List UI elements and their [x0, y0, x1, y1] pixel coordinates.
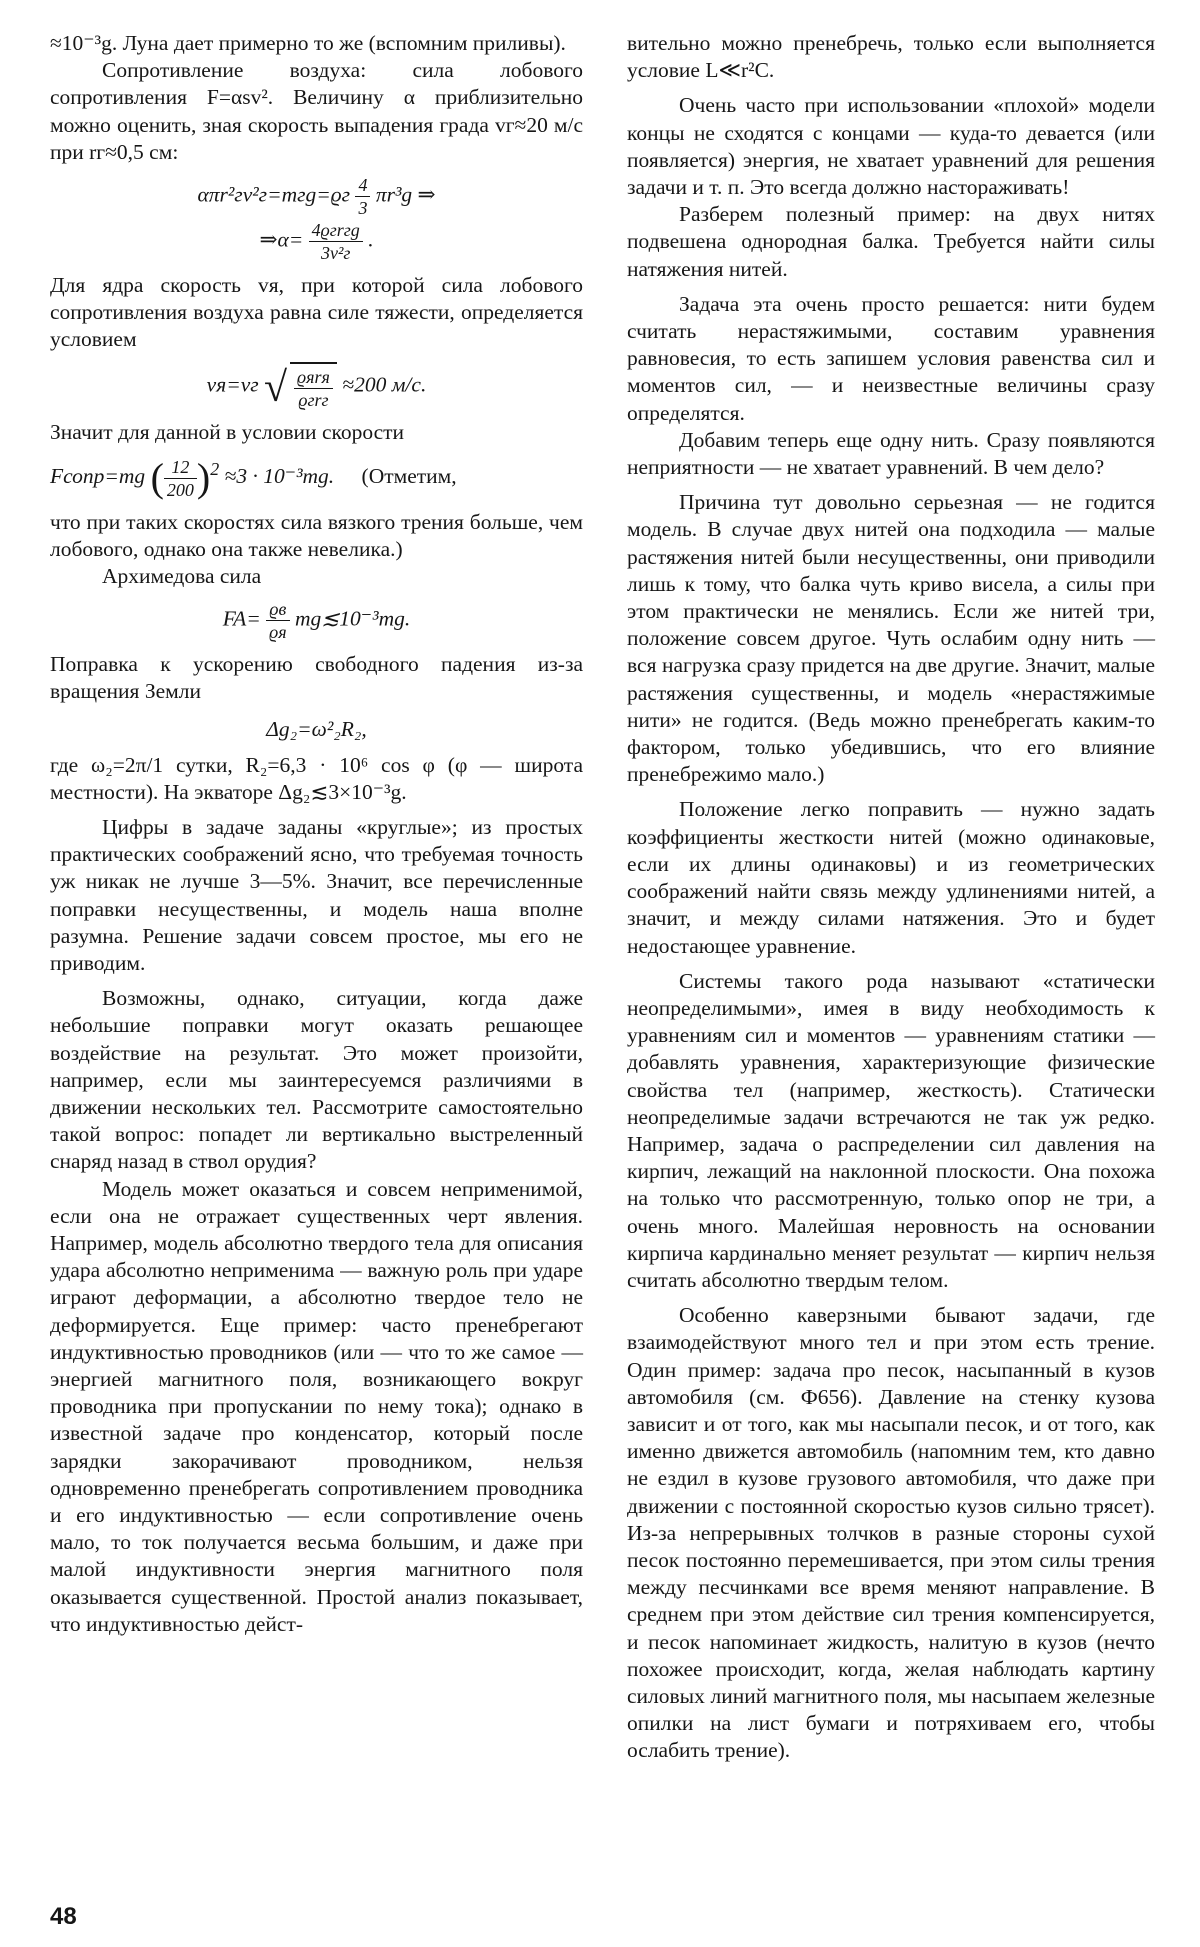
fraction	[266, 598, 290, 643]
equation-part: mg≲10⁻³mg.	[295, 606, 411, 631]
right-column	[627, 30, 1155, 1765]
equation-part: vя=vг	[206, 372, 259, 397]
fraction-denominator: 3v²г	[321, 243, 351, 264]
paragraph: Значит для данной в условии скорости	[50, 419, 405, 444]
paragraph: Сопротивление воздуха: сила лобового сопротивления F=αsv². Величину α приблизительно можно оценить, зная скорость выпадения града vг≈20 м/с при rг≈0,5 см:	[50, 58, 583, 164]
fraction	[294, 366, 333, 411]
fraction-numerator: ϱяrя	[294, 366, 333, 389]
equation-part: .	[368, 227, 374, 252]
paragraph: Архимедова сила	[102, 563, 262, 588]
paragraph: вительно можно пренебречь, только если выполняется условие L≪r²C.	[627, 31, 1155, 83]
paragraph: ≈10⁻³g. Луна дает примерно то же (вспомним приливы).	[50, 31, 566, 55]
right-paren-icon: )	[196, 455, 211, 501]
equation-part: ⇒α=	[259, 227, 304, 252]
fraction-numerator: 4	[355, 174, 370, 197]
paragraph: Для ядра скорость vя, при которой сила лобового сопротивления воздуха равна силе тяжести, определяется условием	[50, 273, 583, 352]
paragraph: Особенно каверзными бывают задачи, где взаимодействуют много тел и при этом есть трение. Один пример: задача про песок, насыпанный в кузов автомобиля (см. Ф656). Давление на стенку кузова зависит и от того, как мы насыпали песок, и от того, как именно движется автомобиль (напомним тем, кто давно не ездил в кузове грузового автомобиля, что даже при движении с постоянной скоростью кузов сильно трясет). Из-за непрерывных толчков в разные стороны сухой песок постоянно перемешивается, при этом силы трения между песчинками все время меняют направление. В среднем при этом действие сил трения компенсируется, и песок напоминает жидкость, налитую в кузов (нечто похожее происходит, когда, желая наблюдать картину силовых линий магнитного поля, мы насыпаем железные опилки на лист бумаги и потряхиваем его, чтобы ослабить трение).	[627, 1303, 1155, 1763]
fraction-numerator: 12	[164, 456, 197, 479]
fraction-numerator: 4ϱгrгg	[309, 219, 363, 242]
exponent: 2	[210, 458, 220, 479]
paragraph: Цифры в задаче заданы «круглые»; из простых практических соображений ясно, что требуемая точность уж никак не лучше 3—5%. Значит, все перечисленные поправки несущественны, и модель наша вполне разумна. Решение задачи совсем простое, мы его не приводим.	[50, 814, 583, 975]
equation-drag-coefficient	[50, 174, 583, 264]
radical-sign-icon: √	[264, 364, 288, 411]
fraction-denominator: ϱгrг	[298, 389, 329, 410]
paragraph: Возможны, однако, ситуации, когда даже небольшие поправки могут оказать решающее воздействие на результат. Это может произойти, например, если мы заинтересуемся различиями в движении нескольких тел. Рассмотрите самостоятельно такой вопрос: попадет ли вертикально выстреленный снаряд назад в ствол орудия?	[50, 986, 583, 1174]
fraction	[309, 219, 363, 264]
equation-part: πr³g ⇒	[375, 182, 436, 207]
equation-rotation-correction: Δg₂=ω²₂R₂,	[266, 716, 367, 741]
equation-note: (Отметим,	[361, 463, 457, 488]
equation-part: ≈200 м/с.	[342, 372, 427, 397]
paragraph: Разберем полезный пример: на двух нитях подвешена однородная балка. Требуется найти силы натяжения нитей.	[627, 202, 1155, 281]
fraction-denominator: 3	[358, 198, 368, 219]
equation-archimedes	[50, 598, 583, 643]
equation-part: απr²гv²г=mгg=ϱг	[197, 182, 351, 207]
paragraph: Причина тут довольно серьезная — не годится модель. В случае двух нитей она подходила — малые растяжения нитей были несущественны, они приводили лишь к тому, что балка чуть криво висела, а силы при этом практически не менялись. Если же нитей три, положение совсем другое. Чуть ослабим одну нить — вся нагрузка сразу придется на две другие. Значит, малые растяжения существенны, и модель «нерастяжимые нити» не годится. (Ведь можно пренебрегать каким-то фактором, только убедившись, что его влияние пренебрежимо мало.)	[627, 490, 1155, 787]
paragraph: Очень часто при использовании «плохой» модели концы не сходятся с концами — куда-то девается (или появляется) энергия, не хватает уравнений для решения задачи и т. п. Это всегда должно настораживать!	[627, 93, 1155, 200]
equation-core-velocity	[50, 362, 583, 411]
fraction-numerator: ϱв	[266, 598, 290, 621]
fraction-denominator: ϱя	[269, 622, 287, 643]
left-column	[50, 30, 583, 1638]
equation-part: Fсопр=mg	[50, 463, 146, 488]
fraction-denominator: 200	[166, 479, 194, 500]
equation-drag-force	[50, 454, 583, 501]
square-root	[264, 362, 337, 411]
paragraph: Задача эта очень просто решается: нити будем считать нерастяжимыми, составим уравнения равновесия, то есть запишем условия равенства сил и моментов сил, — и неизвестные величины сразу определятся.	[627, 291, 1155, 425]
fraction	[355, 174, 370, 219]
equation-part: ≈3 · 10⁻³mg.	[224, 463, 335, 488]
paragraph: Поправка к ускорению свободного падения из-за вращения Земли	[50, 652, 583, 704]
paragraph: Положение легко поправить — нужно задать коэффициенты жесткости нитей (можно одинаковые, если их длины одинаковы) и из геометрических соображений найти связь между удлинениями нитей, а значит, и между силами натяжения. Это и будет недостающее уравнение.	[627, 797, 1155, 958]
paragraph: где ω₂=2π/1 сутки, R₂=6,3 · 10⁶ cos φ (φ — широта местности). На экваторе Δg₂≲3×10⁻³g.	[50, 752, 583, 804]
paragraph: Модель может оказаться и совсем неприменимой, если она не отражает существенных черт явления. Например, модель абсолютно твердого тела для описания удара абсолютно неприменима — важную роль при ударе играют деформации, а абсолютно твердое тело не деформируется. Еще пример: часто пренебрегают индуктивностью проводников (или — что то же самое — энергией магнитного поля, возникающего вокруг проводника при пропускании по нему тока); однако в известной задаче про конденсатор, который после зарядки закорачивают проводником, нельзя одновременно пренебрегать сопротивлением проводника и его индуктивностью — если сопротивление очень мало, то ток получается весьма большим, и даже при малой индуктивности энергия магнитного поля оказывается существенной. Простой анализ показывает, что индуктивностью дейст-	[50, 1176, 583, 1636]
page-number: 48	[50, 1903, 77, 1930]
fraction	[164, 456, 197, 501]
paragraph: что при таких скоростях сила вязкого трения больше, чем лобового, однако она также невелика.)	[50, 509, 583, 561]
equation-part: FA=	[222, 606, 261, 631]
paragraph: Добавим теперь еще одну нить. Сразу появляются неприятности — не хватает уравнений. В чем дело?	[627, 427, 1155, 480]
paragraph: Системы такого рода называют «статически неопределимыми», имея в виду необходимость к уравнениям сил и моментов — уравнениям статики — добавлять уравнения, характеризующие физические свойства тел (например, жесткость). Статически неопределимые задачи встречаются не так уж редко. Например, задача о распределении сил давления на кирпич, лежащий на наклонной плоскости. Она похожа на только что рассмотренную, только опор не три, а очень много. Малейшая неровность на основании кирпича кардинально меняет результат — кирпич нельзя считать абсолютно твердым телом.	[627, 968, 1155, 1292]
left-paren-icon: (	[150, 455, 164, 501]
